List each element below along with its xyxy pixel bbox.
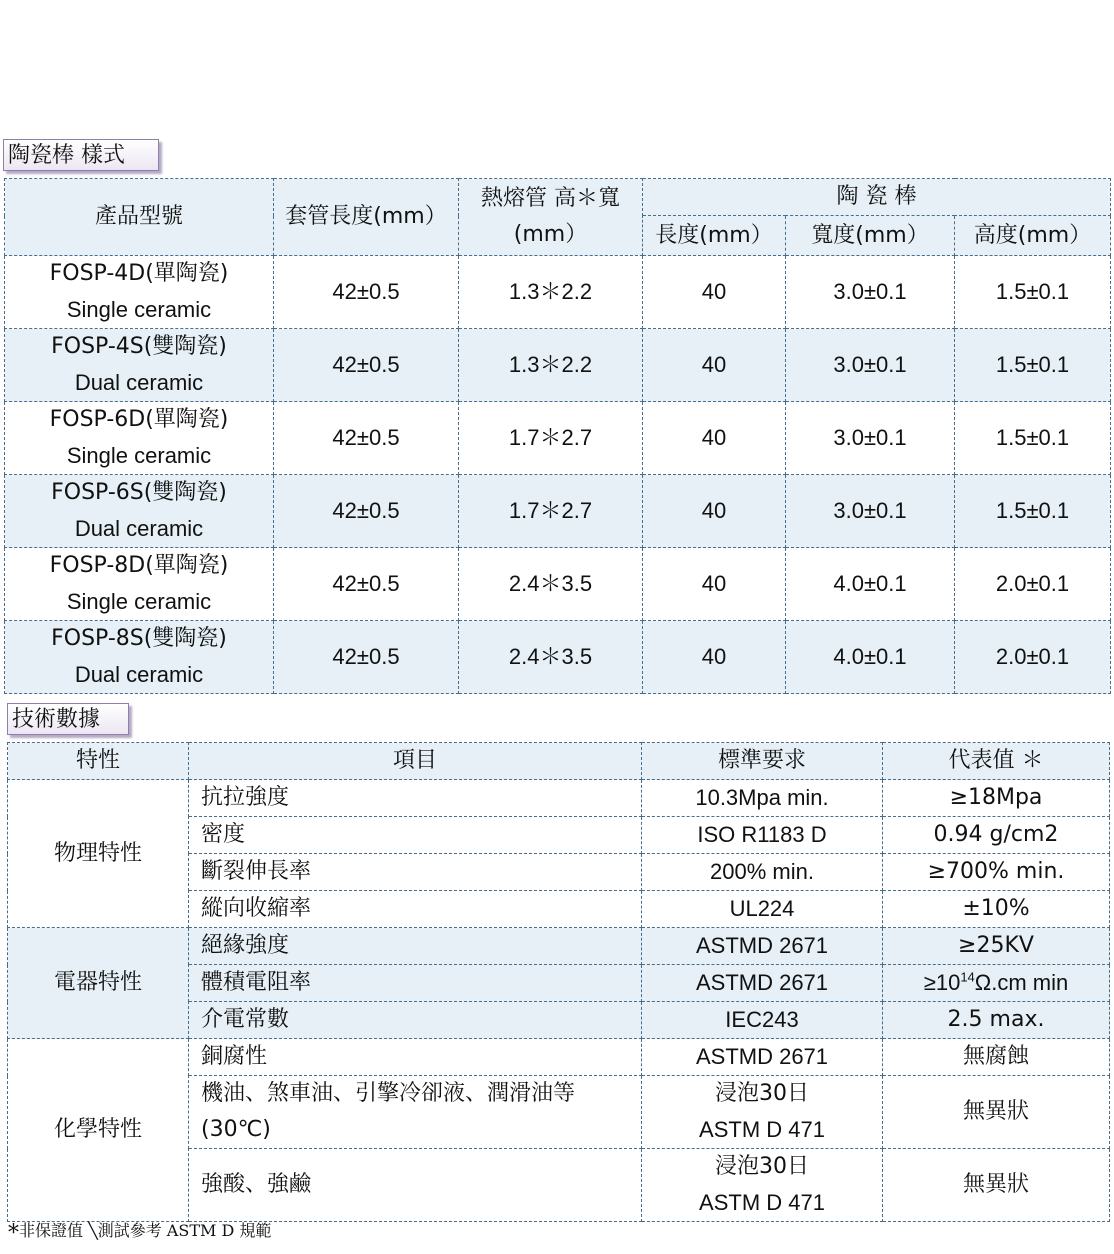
length-cell: 40 <box>643 402 786 475</box>
footnote-star: * <box>8 1221 19 1246</box>
length-cell: 40 <box>643 475 786 548</box>
header-ceramic-group: 陶 瓷 棒 <box>643 179 1111 216</box>
header-sleeve-length: 套管長度(mm） <box>274 179 459 256</box>
model-cell <box>5 548 274 621</box>
width-cell: 3.0±0.1 <box>786 402 955 475</box>
model-name: FOSP-4S(雙陶瓷) <box>51 334 227 359</box>
typical-cell: 無異狀 <box>883 1076 1110 1149</box>
standard-cell: 10.3Mpa min. <box>642 780 883 817</box>
model-cell <box>5 475 274 548</box>
header-standard: 標準要求 <box>642 743 883 780</box>
header-length: 長度(mm） <box>643 216 786 256</box>
header-property: 特性 <box>8 743 189 780</box>
table-row <box>8 928 1110 965</box>
table-row <box>8 780 1110 817</box>
section-title-tech-data <box>7 703 129 735</box>
standard-cell: UL224 <box>642 891 883 928</box>
typical-cell: ≥18Mpa <box>883 780 1110 817</box>
table-header-row <box>8 743 1110 780</box>
heat-shrink-cell: 1.3＊2.2 <box>459 329 643 402</box>
typical-cell: ≥700% min. <box>883 854 1110 891</box>
standard-line1: 浸泡30日 <box>715 1081 809 1106</box>
item-cell <box>189 1076 642 1149</box>
typical-suffix: Ω.cm min <box>974 970 1069 995</box>
model-name: FOSP-6S(雙陶瓷) <box>51 480 227 505</box>
sleeve-length-cell: 42±0.5 <box>274 256 459 329</box>
standard-cell: 200% min. <box>642 854 883 891</box>
item-cell: 縱向收縮率 <box>189 891 642 928</box>
heat-shrink-cell: 2.4＊3.5 <box>459 548 643 621</box>
heat-shrink-cell: 1.7＊2.7 <box>459 475 643 548</box>
standard-cell: IEC243 <box>642 1002 883 1039</box>
ceramic-spec-table <box>4 178 1111 694</box>
property-group-cell: 化學特性 <box>8 1039 189 1222</box>
heat-shrink-cell: 1.3＊2.2 <box>459 256 643 329</box>
header-height: 高度(mm） <box>955 216 1111 256</box>
standard-cell: ISO R1183 D <box>642 817 883 854</box>
sleeve-length-cell: 42±0.5 <box>274 475 459 548</box>
model-cell <box>5 402 274 475</box>
typical-cell: 0.94 g/cm2 <box>883 817 1110 854</box>
model-desc: Single ceramic <box>66 443 212 468</box>
standard-cell: ASTMD 2671 <box>642 928 883 965</box>
model-name: FOSP-8D(單陶瓷) <box>49 553 229 578</box>
header-heat-shrink-line1: 熱熔管 高＊寬 <box>481 186 620 211</box>
tech-data-table <box>7 742 1110 1222</box>
table-row <box>5 548 1111 621</box>
model-desc: Single ceramic <box>66 589 212 614</box>
property-group-cell: 物理特性 <box>8 780 189 928</box>
standard-line2: ASTM D 471 <box>699 1190 825 1215</box>
height-cell: 1.5±0.1 <box>955 329 1111 402</box>
item-line2: (30℃) <box>201 1117 271 1142</box>
table-row <box>5 329 1111 402</box>
typical-cell: ≥25KV <box>883 928 1110 965</box>
section-title-text: 技術數據 <box>12 707 101 732</box>
table-row <box>5 475 1111 548</box>
sleeve-length-cell: 42±0.5 <box>274 548 459 621</box>
model-cell <box>5 256 274 329</box>
model-desc: Dual ceramic <box>74 370 204 395</box>
width-cell: 4.0±0.1 <box>786 621 955 694</box>
property-group-cell: 電器特性 <box>8 928 189 1039</box>
standard-cell <box>642 1076 883 1149</box>
standard-cell: ASTMD 2671 <box>642 1039 883 1076</box>
footnote-text: 非保證值 ╲測試參考 ASTM D 規範 <box>19 1221 272 1240</box>
table-row <box>8 1039 1110 1076</box>
width-cell: 3.0±0.1 <box>786 475 955 548</box>
height-cell: 1.5±0.1 <box>955 402 1111 475</box>
header-heat-shrink-line2: (mm） <box>513 222 588 247</box>
length-cell: 40 <box>643 329 786 402</box>
model-name: FOSP-8S(雙陶瓷) <box>51 626 227 651</box>
model-desc: Dual ceramic <box>74 662 204 687</box>
standard-cell: ASTMD 2671 <box>642 965 883 1002</box>
typical-prefix: ≥10 <box>923 970 961 995</box>
height-cell: 1.5±0.1 <box>955 256 1111 329</box>
width-cell: 4.0±0.1 <box>786 548 955 621</box>
item-line1: 機油、煞車油、引擎冷卻液、潤滑油等 <box>201 1081 576 1106</box>
height-cell: 2.0±0.1 <box>955 548 1111 621</box>
item-cell: 體積電阻率 <box>189 965 642 1002</box>
model-name: FOSP-4D(單陶瓷) <box>49 261 229 286</box>
item-cell: 抗拉強度 <box>189 780 642 817</box>
header-typical: 代表值 ＊ <box>883 743 1110 780</box>
section-title-ceramic-style <box>3 139 159 171</box>
sleeve-length-cell: 42±0.5 <box>274 621 459 694</box>
sleeve-length-cell: 42±0.5 <box>274 329 459 402</box>
typical-cell: 2.5 max. <box>883 1002 1110 1039</box>
model-desc: Single ceramic <box>66 297 212 322</box>
header-width: 寬度(mm） <box>786 216 955 256</box>
header-model: 產品型號 <box>5 179 274 256</box>
item-cell: 介電常數 <box>189 1002 642 1039</box>
model-cell <box>5 621 274 694</box>
section-title-text: 陶瓷棒 樣式 <box>8 143 125 168</box>
width-cell: 3.0±0.1 <box>786 256 955 329</box>
header-item: 項目 <box>189 743 642 780</box>
table-row <box>5 402 1111 475</box>
standard-cell <box>642 1149 883 1222</box>
height-cell: 2.0±0.1 <box>955 621 1111 694</box>
sleeve-length-cell: 42±0.5 <box>274 402 459 475</box>
typical-cell: 無異狀 <box>883 1149 1110 1222</box>
header-heat-shrink <box>459 179 643 256</box>
model-name: FOSP-6D(單陶瓷) <box>49 407 229 432</box>
typical-cell: 無腐蝕 <box>883 1039 1110 1076</box>
footnote <box>8 1218 271 1246</box>
length-cell: 40 <box>643 621 786 694</box>
item-cell: 強酸、強鹼 <box>189 1149 642 1222</box>
height-cell: 1.5±0.1 <box>955 475 1111 548</box>
typical-exponent: 14 <box>960 969 975 985</box>
width-cell: 3.0±0.1 <box>786 329 955 402</box>
standard-line2: ASTM D 471 <box>699 1117 825 1142</box>
model-desc: Dual ceramic <box>74 516 204 541</box>
standard-line1: 浸泡30日 <box>715 1154 809 1179</box>
heat-shrink-cell: 1.7＊2.7 <box>459 402 643 475</box>
length-cell: 40 <box>643 256 786 329</box>
item-cell: 銅腐性 <box>189 1039 642 1076</box>
item-cell: 密度 <box>189 817 642 854</box>
item-cell: 斷裂伸長率 <box>189 854 642 891</box>
heat-shrink-cell: 2.4＊3.5 <box>459 621 643 694</box>
item-cell: 絕緣強度 <box>189 928 642 965</box>
table-row <box>5 256 1111 329</box>
length-cell: 40 <box>643 548 786 621</box>
table-row <box>5 621 1111 694</box>
typical-cell: ±10% <box>883 891 1110 928</box>
model-cell <box>5 329 274 402</box>
typical-cell <box>883 965 1110 1002</box>
